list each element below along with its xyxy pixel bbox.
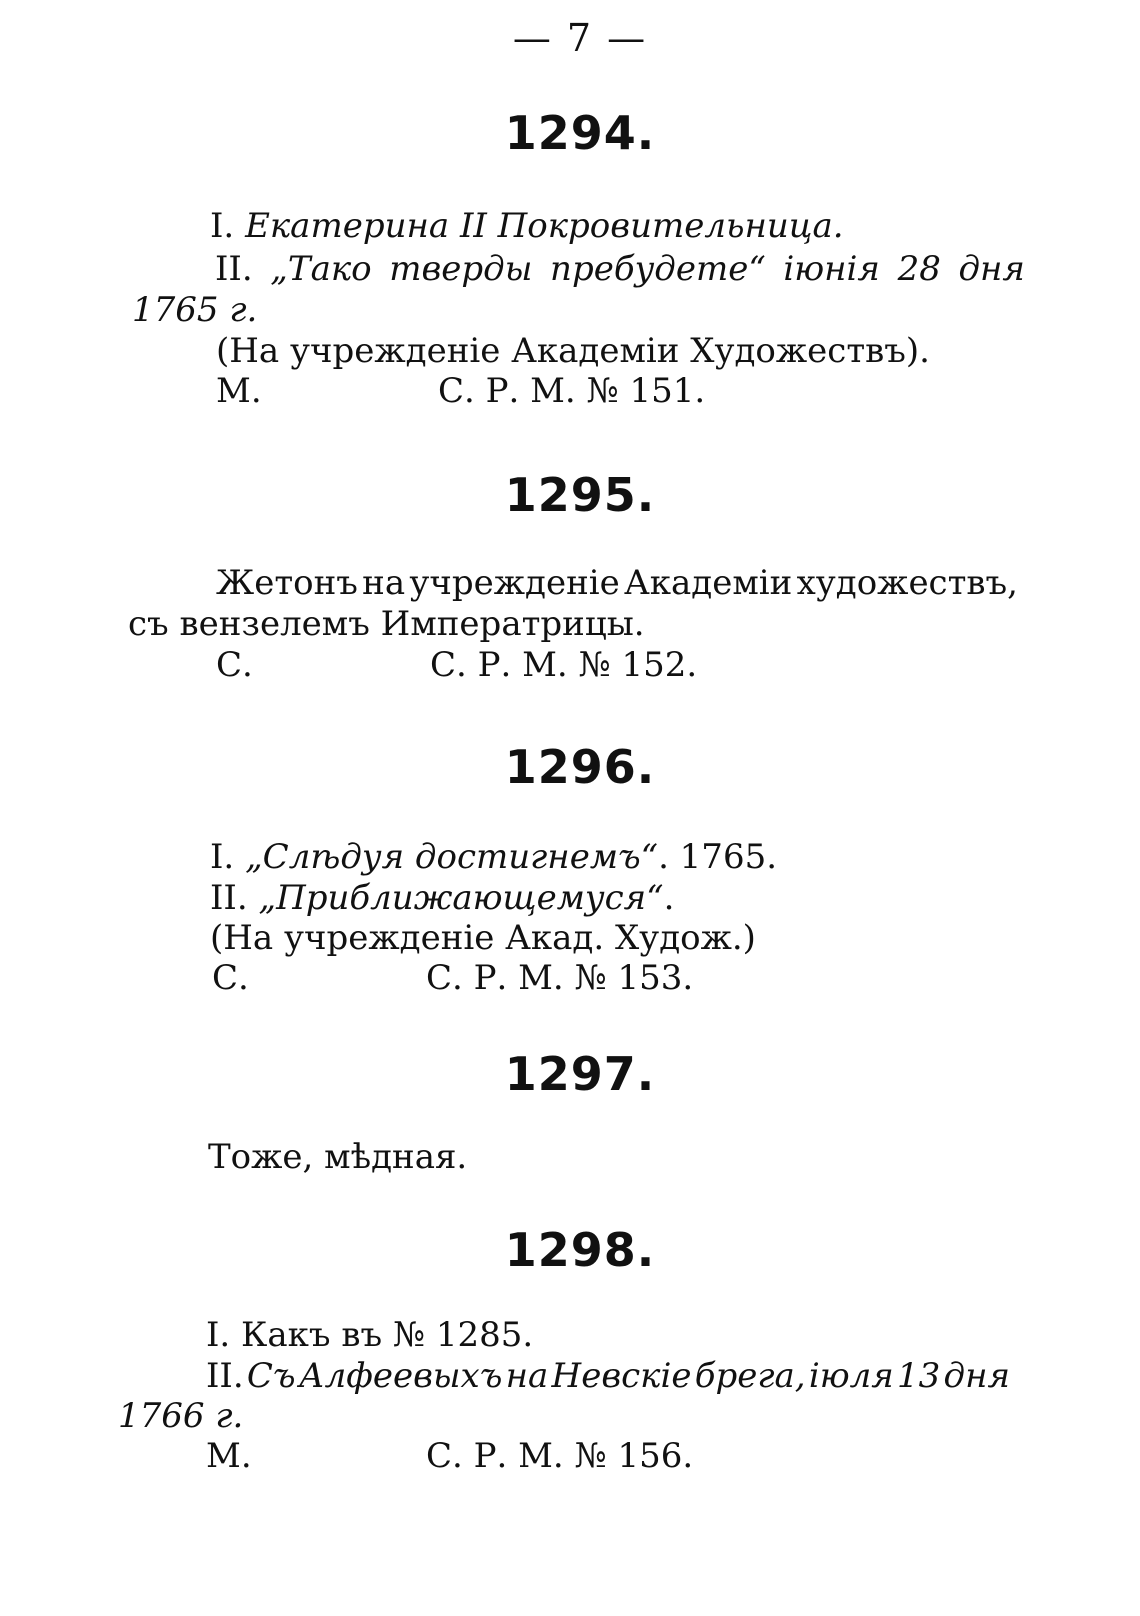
obverse-line — [210, 837, 777, 877]
description-word: Жетонъ — [216, 563, 358, 603]
entry-note: (На учрежденіе Акад. Худож.) — [210, 918, 756, 958]
obverse-suffix: . 1765. — [658, 837, 778, 877]
obverse-prefix: I. — [210, 206, 235, 246]
reverse-continuation: 1765 г. — [132, 290, 258, 330]
entry-heading-1298: 1298. — [504, 1223, 656, 1277]
entry-heading-1294: 1294. — [504, 106, 656, 160]
description-word: художествъ, — [796, 563, 1018, 603]
reverse-text: „Приближающемуся“ — [258, 878, 664, 918]
reverse-word: брега, — [694, 1356, 806, 1396]
page-number: — 7 — — [512, 16, 648, 60]
obverse-text: Екатерина II Покровительница. — [245, 206, 844, 246]
entry-heading-1296: 1296. — [504, 740, 656, 794]
metal-label: С. — [212, 958, 249, 998]
reverse-prefix: II. — [206, 1356, 244, 1396]
reverse-line — [215, 249, 1025, 289]
description-continuation: съ вензелемъ Императрицы. — [128, 604, 645, 644]
catalog-reference: С. Р. М. № 152. — [430, 645, 698, 685]
description-word: на — [362, 563, 406, 603]
reverse-word: пребудете“ — [550, 249, 766, 289]
reverse-word: іюнія — [783, 249, 880, 289]
entry-note: (На учрежденіе Академіи Художествъ). — [216, 331, 930, 371]
catalog-reference: С. Р. М. № 156. — [426, 1436, 694, 1476]
obverse-prefix: I. — [210, 837, 235, 877]
reverse-line — [210, 878, 674, 918]
reverse-word: іюля — [808, 1356, 894, 1396]
catalog-reference: С. Р. М. № 153. — [426, 958, 694, 998]
obverse-line: I. Какъ въ № 1285. — [206, 1315, 534, 1355]
obverse-text: „Слѣдуя достигнемъ“ — [245, 837, 659, 877]
entry-heading-1297: 1297. — [504, 1047, 656, 1101]
reverse-word: дня — [958, 249, 1025, 289]
description-line: Тоже, мѣдная. — [208, 1137, 468, 1177]
metal-label: С. — [216, 645, 253, 685]
obverse-line — [210, 206, 844, 246]
description-word: Академіи — [624, 563, 793, 603]
reverse-line — [206, 1356, 1010, 1396]
catalog-reference: С. Р. М. № 151. — [438, 371, 706, 411]
reverse-word: тверды — [389, 249, 533, 289]
reverse-word: Алфеевыхъ — [298, 1356, 503, 1396]
metal-label: М. — [216, 371, 262, 411]
description-line — [216, 563, 1018, 603]
reverse-continuation: 1766 г. — [118, 1396, 244, 1436]
reverse-prefix: II. — [215, 249, 253, 289]
reverse-suffix: . — [663, 878, 675, 918]
reverse-prefix: II. — [210, 878, 248, 918]
reverse-word: „Тако — [270, 249, 372, 289]
description-word: учрежденіе — [409, 563, 620, 603]
metal-label: М. — [206, 1436, 252, 1476]
reverse-word: Невскіе — [551, 1356, 692, 1396]
reverse-word: на — [505, 1356, 549, 1396]
entry-heading-1295: 1295. — [504, 468, 656, 522]
reverse-word: 13 — [897, 1356, 941, 1396]
reverse-word: 28 — [897, 249, 941, 289]
reverse-word: Съ — [246, 1356, 296, 1396]
reverse-word: дня — [943, 1356, 1010, 1396]
